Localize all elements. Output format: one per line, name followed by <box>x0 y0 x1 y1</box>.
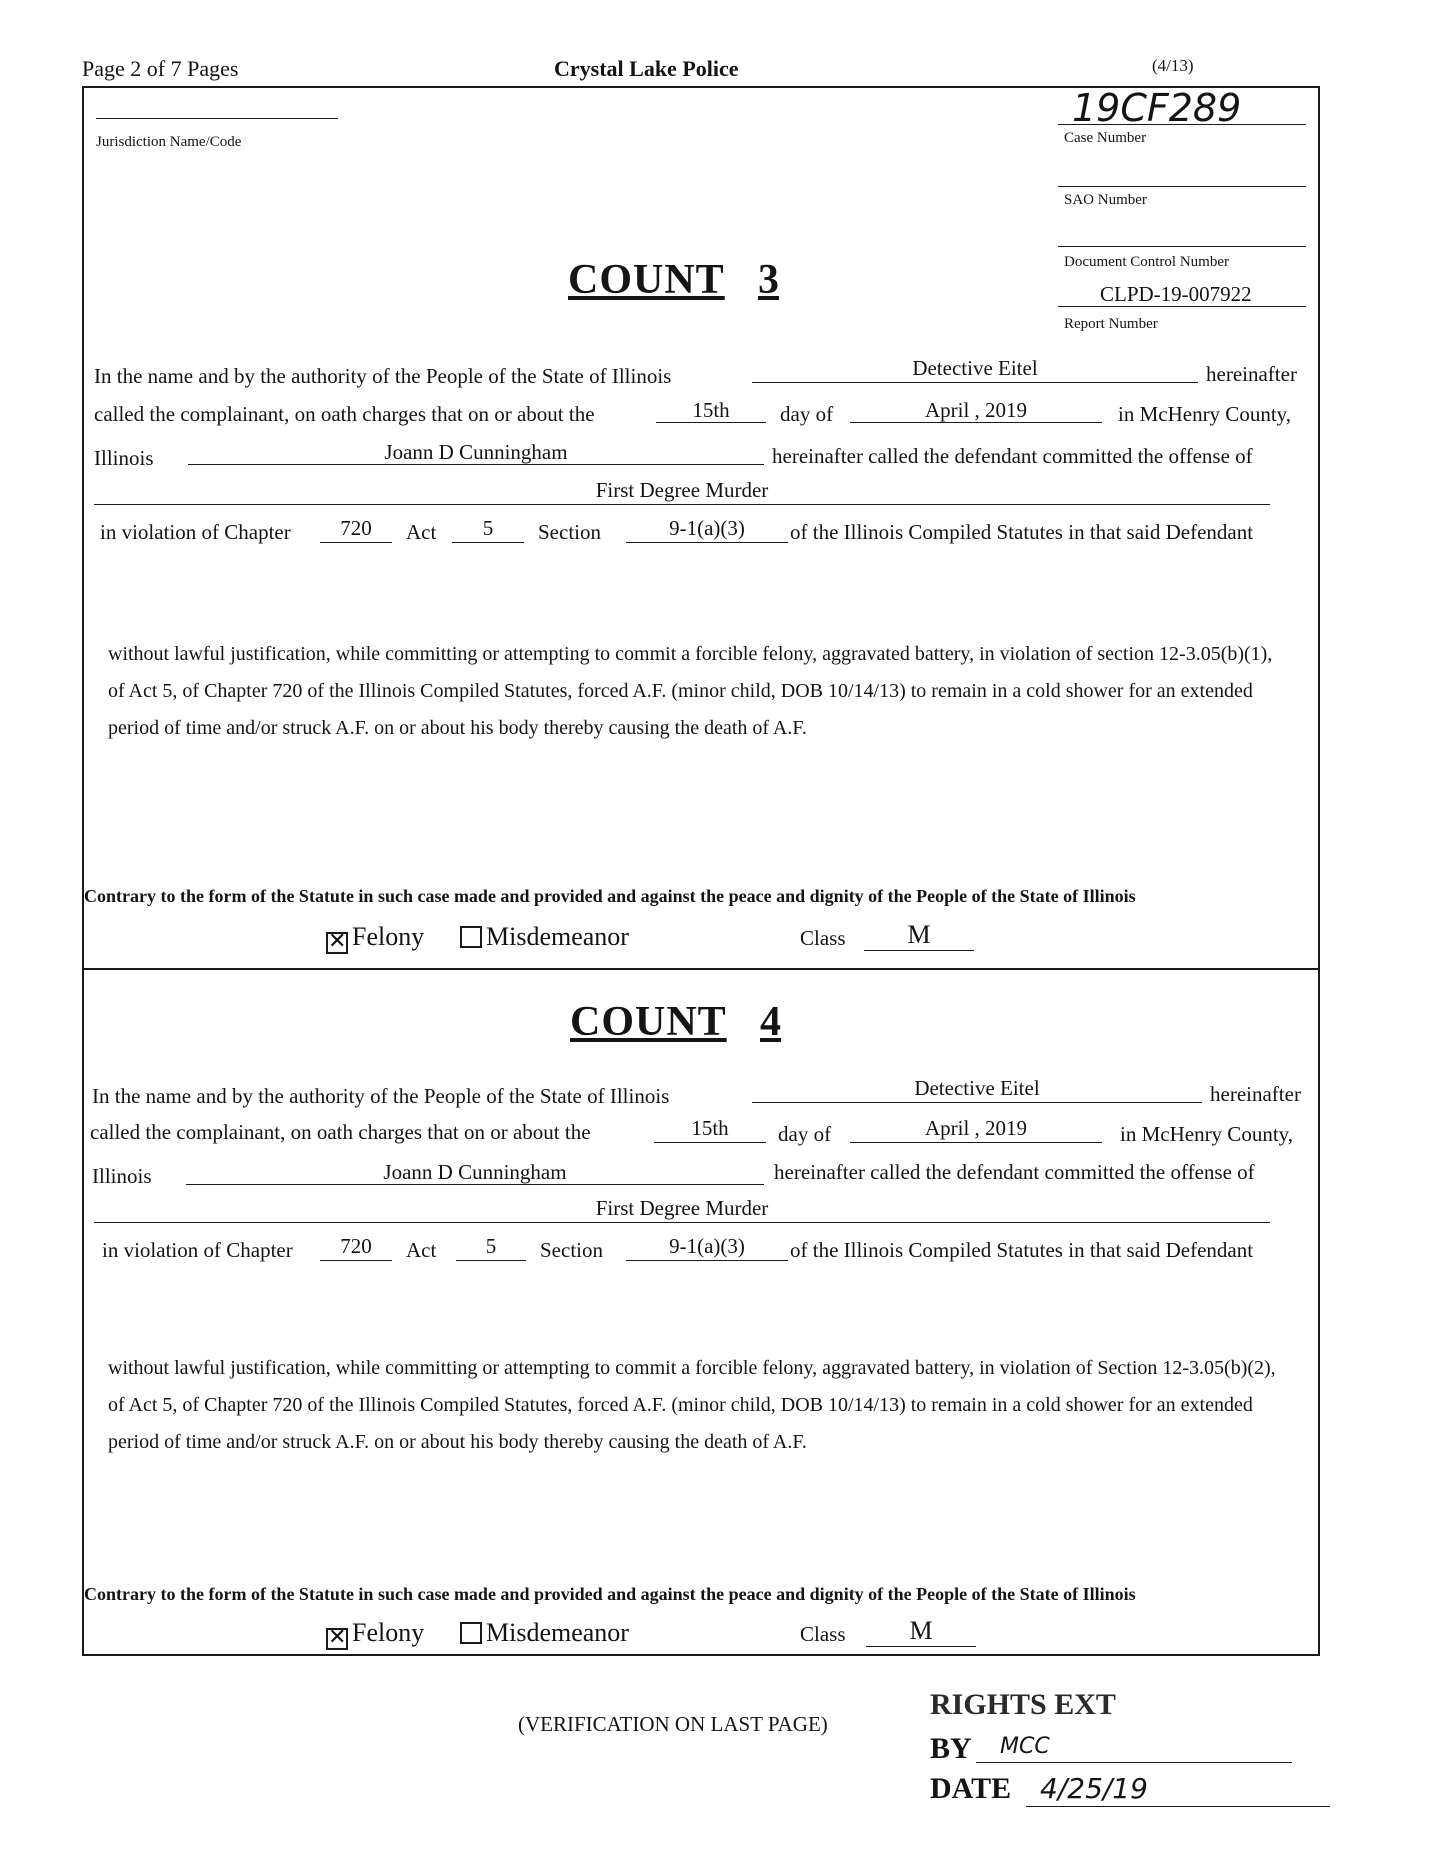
section-value: 9-1(a)(3) <box>669 1234 745 1258</box>
date-value: April , 2019 <box>924 398 1028 422</box>
day-value: 15th <box>692 398 730 422</box>
act-line <box>452 542 524 543</box>
hereinafter-text: hereinafter <box>1206 362 1297 386</box>
stamp-by-label: BY <box>930 1732 972 1765</box>
rights-stamp: RIGHTS EXT <box>930 1688 1116 1721</box>
class-value: M <box>909 1616 933 1645</box>
felony-checkbox[interactable]: ✕ <box>328 1625 347 1650</box>
report-number-label: Report Number <box>1064 316 1158 332</box>
statute-text: of the Illinois Compiled Statutes in that said Defendant <box>790 520 1254 544</box>
defendant-line <box>188 464 764 465</box>
day-line <box>656 422 766 423</box>
date-value: April , 2019 <box>924 1116 1028 1140</box>
defendant-text: hereinafter called the defendant committed the offense of <box>774 1160 1255 1184</box>
count-number: 4 <box>760 999 781 1045</box>
defendant-value: Joann D Cunningham <box>384 440 568 464</box>
offense-line <box>94 504 1270 505</box>
dcn-line <box>1058 246 1306 247</box>
felony-option <box>326 1618 424 1650</box>
statute-text: of the Illinois Compiled Statutes in that said Defendant <box>790 1238 1254 1262</box>
jurisdiction-line <box>96 118 338 119</box>
misdemeanor-label: Misdemeanor <box>486 1618 629 1647</box>
verification-note: (VERIFICATION ON LAST PAGE) <box>518 1712 828 1736</box>
case-number-line <box>1058 124 1306 125</box>
day-value: 15th <box>691 1116 729 1140</box>
chapter-value: 720 <box>340 1234 372 1258</box>
complainant-value: Detective Eitel <box>914 1076 1040 1100</box>
count-title: COUNT <box>568 257 725 303</box>
count-narrative: without lawful justification, while committing or attempting to commit a forcible felony, aggravated battery, in violation of Section 12-3.05(b)(2), of Act 5, of Chapter 720 of the Illinois Compiled Statutes, forced A.F. (minor child, DOB 10/14/13) to remain in a cold shower for an extended period of time and/or struck A.F. on or about his body thereby causing the death of A.F. <box>108 1357 1276 1453</box>
class-line <box>864 950 974 951</box>
dcn-label: Document Control Number <box>1064 254 1229 270</box>
felony-option <box>326 922 424 954</box>
chapter-label: in violation of Chapter <box>100 520 291 544</box>
state-text: Illinois <box>94 446 154 470</box>
complainant-value: Detective Eitel <box>912 356 1038 380</box>
report-line <box>1058 306 1306 307</box>
stamp-date-label: DATE <box>930 1772 1012 1805</box>
offense-value: First Degree Murder <box>595 1196 769 1220</box>
form-code: (4/13) <box>1152 56 1194 75</box>
chapter-value: 720 <box>340 516 372 540</box>
date-line <box>850 1142 1102 1143</box>
count-narrative: without lawful justification, while committing or attempting to commit a forcible felony, aggravated battery, in violation of section 12-3.05(b)(1), of Act 5, of Chapter 720 of the Illinois Compiled Statutes, forced A.F. (minor child, DOB 10/14/13) to remain in a cold shower for an extended period of time and/or struck A.F. on or about his body thereby causing the death of A.F. <box>108 643 1273 739</box>
misdemeanor-option <box>460 922 629 952</box>
case-number-value: 19CF289 <box>1072 86 1242 130</box>
stamp-date-value: 4/25/19 <box>1040 1772 1148 1805</box>
contrary-text: Contrary to the form of the Statute in such case made and provided and against the peace and dignity of the People of the State of Illinois <box>84 1584 1136 1604</box>
chapter-line <box>320 542 392 543</box>
county-text: in McHenry County, <box>1118 402 1292 426</box>
misdemeanor-checkbox[interactable] <box>460 1622 482 1644</box>
complainant-line <box>752 1102 1202 1103</box>
felony-label: Felony <box>352 1618 425 1647</box>
count-divider <box>84 968 1320 970</box>
section-label: Section <box>540 1238 603 1262</box>
defendant-value: Joann D Cunningham <box>383 1160 567 1184</box>
page-indicator: Page 2 of 7 Pages <box>82 56 239 81</box>
county-text: in McHenry County, <box>1120 1122 1294 1146</box>
case-number-label: Case Number <box>1064 130 1147 146</box>
section-line <box>626 1260 788 1261</box>
misdemeanor-option <box>460 1618 629 1648</box>
charge-text: called the complainant, on oath charges that on or about the <box>94 402 595 426</box>
act-value: 5 <box>482 516 494 540</box>
section-value: 9-1(a)(3) <box>669 516 745 540</box>
contrary-text: Contrary to the form of the Statute in such case made and provided and against the peace and dignity of the People of the State of Illinois <box>84 886 1136 906</box>
stamp-by-value: MCC <box>1000 1734 1050 1759</box>
sao-label: SAO Number <box>1064 192 1147 208</box>
jurisdiction-label: Jurisdiction Name/Code <box>96 134 242 150</box>
offense-line <box>94 1222 1270 1223</box>
class-value: M <box>907 920 931 949</box>
act-label: Act <box>406 1238 437 1262</box>
felony-label: Felony <box>352 922 425 951</box>
charge-text: called the complainant, on oath charges that on or about the <box>90 1120 591 1144</box>
chapter-label: in violation of Chapter <box>102 1238 293 1262</box>
misdemeanor-label: Misdemeanor <box>486 922 629 951</box>
hereinafter-text: hereinafter <box>1210 1082 1301 1106</box>
date-line <box>850 422 1102 423</box>
authority-text: In the name and by the authority of the People of the State of Illinois <box>92 1084 670 1108</box>
misdemeanor-checkbox[interactable] <box>460 926 482 948</box>
class-line <box>866 1646 976 1647</box>
count-number: 3 <box>758 257 779 303</box>
count-title: COUNT <box>570 999 727 1045</box>
chapter-line <box>320 1260 392 1261</box>
state-text: Illinois <box>92 1164 152 1188</box>
day-of-text: day of <box>780 402 834 426</box>
act-line <box>456 1260 526 1261</box>
complainant-line <box>752 382 1198 383</box>
class-label: Class <box>800 926 846 950</box>
stamp-date-line <box>1026 1806 1330 1807</box>
day-of-text: day of <box>778 1122 832 1146</box>
authority-text: In the name and by the authority of the People of the State of Illinois <box>94 364 672 388</box>
section-line <box>626 542 788 543</box>
felony-checkbox[interactable]: ✕ <box>328 929 347 954</box>
day-line <box>654 1142 766 1143</box>
act-label: Act <box>406 520 437 544</box>
report-number-value: CLPD-19-007922 <box>1100 282 1252 306</box>
offense-value: First Degree Murder <box>595 478 769 502</box>
defendant-line <box>186 1184 764 1185</box>
section-label: Section <box>538 520 601 544</box>
stamp-by-line <box>976 1762 1292 1763</box>
sao-line <box>1058 186 1306 187</box>
agency-name: Crystal Lake Police <box>554 56 739 81</box>
class-label: Class <box>800 1622 846 1646</box>
act-value: 5 <box>485 1234 497 1258</box>
defendant-text: hereinafter called the defendant committed the offense of <box>772 444 1253 468</box>
